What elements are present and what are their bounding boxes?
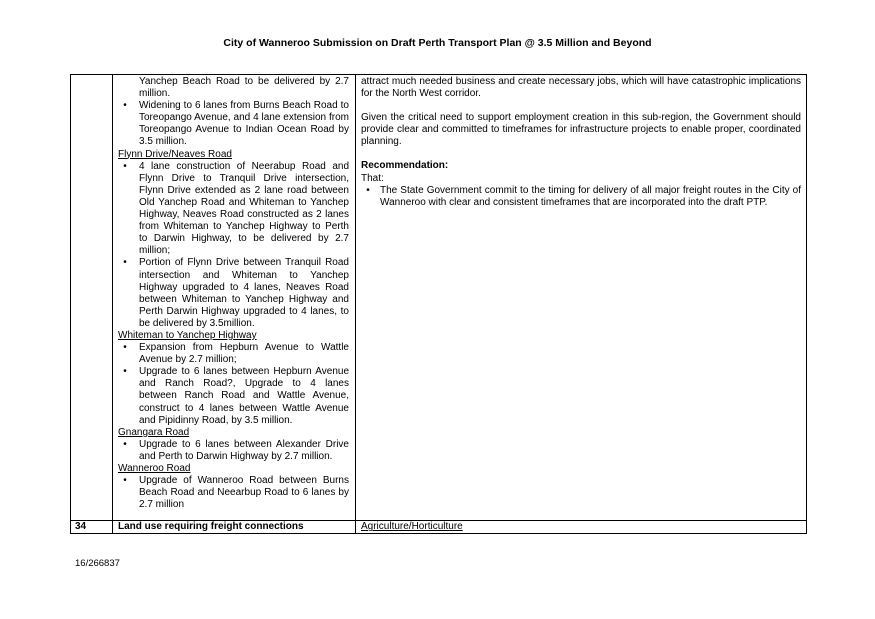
row-number-cell <box>71 75 113 521</box>
section-heading-flynn-drive: Flynn Drive/Neaves Road <box>118 148 232 160</box>
section-heading-gnangara-road: Gnangara Road <box>118 426 190 438</box>
list-item <box>361 185 801 209</box>
list-item <box>118 439 349 463</box>
middle-cell: Land use requiring freight connections <box>113 521 356 534</box>
list-item-text: Upgrade of Wanneroo Road between Burns Beach Road and Neearbup Road to 6 lanes by 2.7 million <box>139 475 349 511</box>
row-number-cell: 34 <box>71 521 113 534</box>
bullet-list <box>118 161 349 330</box>
list-item <box>118 100 349 148</box>
list-item <box>118 366 349 426</box>
section-heading-whiteman-yanchep: Whiteman to Yanchep Highway <box>118 329 257 341</box>
bullet-icon: • <box>123 475 127 487</box>
intro-bullet-list <box>118 76 349 149</box>
recommendation-list <box>361 185 801 209</box>
list-item-text: Widening to 6 lanes from Burns Beach Road to Toreopango Avenue, and 4 lane extension from Toreopango Avenue to Indian Ocean Road by 3.5 million. <box>139 100 349 148</box>
list-item-text: Upgrade to 6 lanes between Hepburn Avenue and Ranch Road?, Upgrade to 4 lanes between Ranch Road and Wattle Avenue, construct to 4 lanes between Wattle Avenue and Pipidinny Road, by 3.5 million. <box>139 366 349 426</box>
page-title: City of Wanneroo Submission on Draft Perth Transport Plan @ 3.5 Million and Beyond <box>223 37 652 49</box>
list-item-text: The State Government commit to the timing for delivery of all major freight routes in the City of Wanneroo with clear and consistent timeframes that are incorporated into the draft PTP. <box>380 184 801 208</box>
recommendation-heading: Recommendation: <box>361 160 449 172</box>
bullet-list <box>118 439 349 463</box>
list-item-text: 4 lane construction of Neerabup Road and Flynn Drive to Tranquil Drive intersection, Flynn Drive extended as 2 lane road between Old Yanchep Road and Whiteman to Yanchep Highway, Neaves Road constructed as 2 lanes from Whiteman to Yanchep Highway to Perth to Darwin Highway, to be delivered by 2.7 million; <box>139 160 349 257</box>
bullet-icon: • <box>123 257 127 269</box>
bullet-icon: • <box>123 160 127 172</box>
middle-cell <box>113 75 356 521</box>
submission-table <box>70 74 807 534</box>
list-item-text: Upgrade to 6 lanes between Alexander Drive and Perth to Darwin Highway by 2.7 million. <box>139 438 349 462</box>
bullet-list <box>118 342 349 427</box>
document-id: 16/266837 <box>75 558 120 569</box>
list-item-text: Portion of Flynn Drive between Tranquil Road intersection and Whiteman to Yanchep Highway upgraded to 4 lanes, Neaves Road between Whiteman to Yanchep Highway and Perth Darwin Highway upgraded to 4 lanes, to be delivered by 3.5million. <box>139 257 349 329</box>
list-item <box>118 257 349 330</box>
paragraph: attract much needed business and create necessary jobs, which will have catastrophic implications for the North West corridor. <box>361 76 801 100</box>
paragraph: Given the critical need to support employment creation in this sub-region, the Government should provide clear and committed to timeframes for infrastructure projects to enable proper, coordinated planning. <box>361 112 801 148</box>
bullet-icon: • <box>123 342 127 354</box>
right-cell <box>356 75 807 521</box>
list-item <box>118 475 349 511</box>
bullet-list <box>118 475 349 511</box>
right-cell: Agriculture/Horticulture <box>356 521 807 534</box>
list-item <box>118 342 349 366</box>
list-item-text: Expansion from Hepburn Avenue to Wattle Avenue by 2.7 million; <box>139 342 349 366</box>
bullet-icon: • <box>366 184 370 196</box>
bullet-icon: • <box>123 100 127 112</box>
section-heading-wanneroo-road: Wanneroo Road <box>118 463 191 474</box>
table-row <box>71 521 807 534</box>
bullet-icon: • <box>123 438 127 450</box>
list-item: Yanchep Beach Road to be delivered by 2.7 million. <box>139 76 349 100</box>
list-item <box>118 161 349 258</box>
bullet-icon: • <box>123 366 127 378</box>
table-row <box>71 75 807 521</box>
recommendation-lead: That: <box>361 172 384 184</box>
